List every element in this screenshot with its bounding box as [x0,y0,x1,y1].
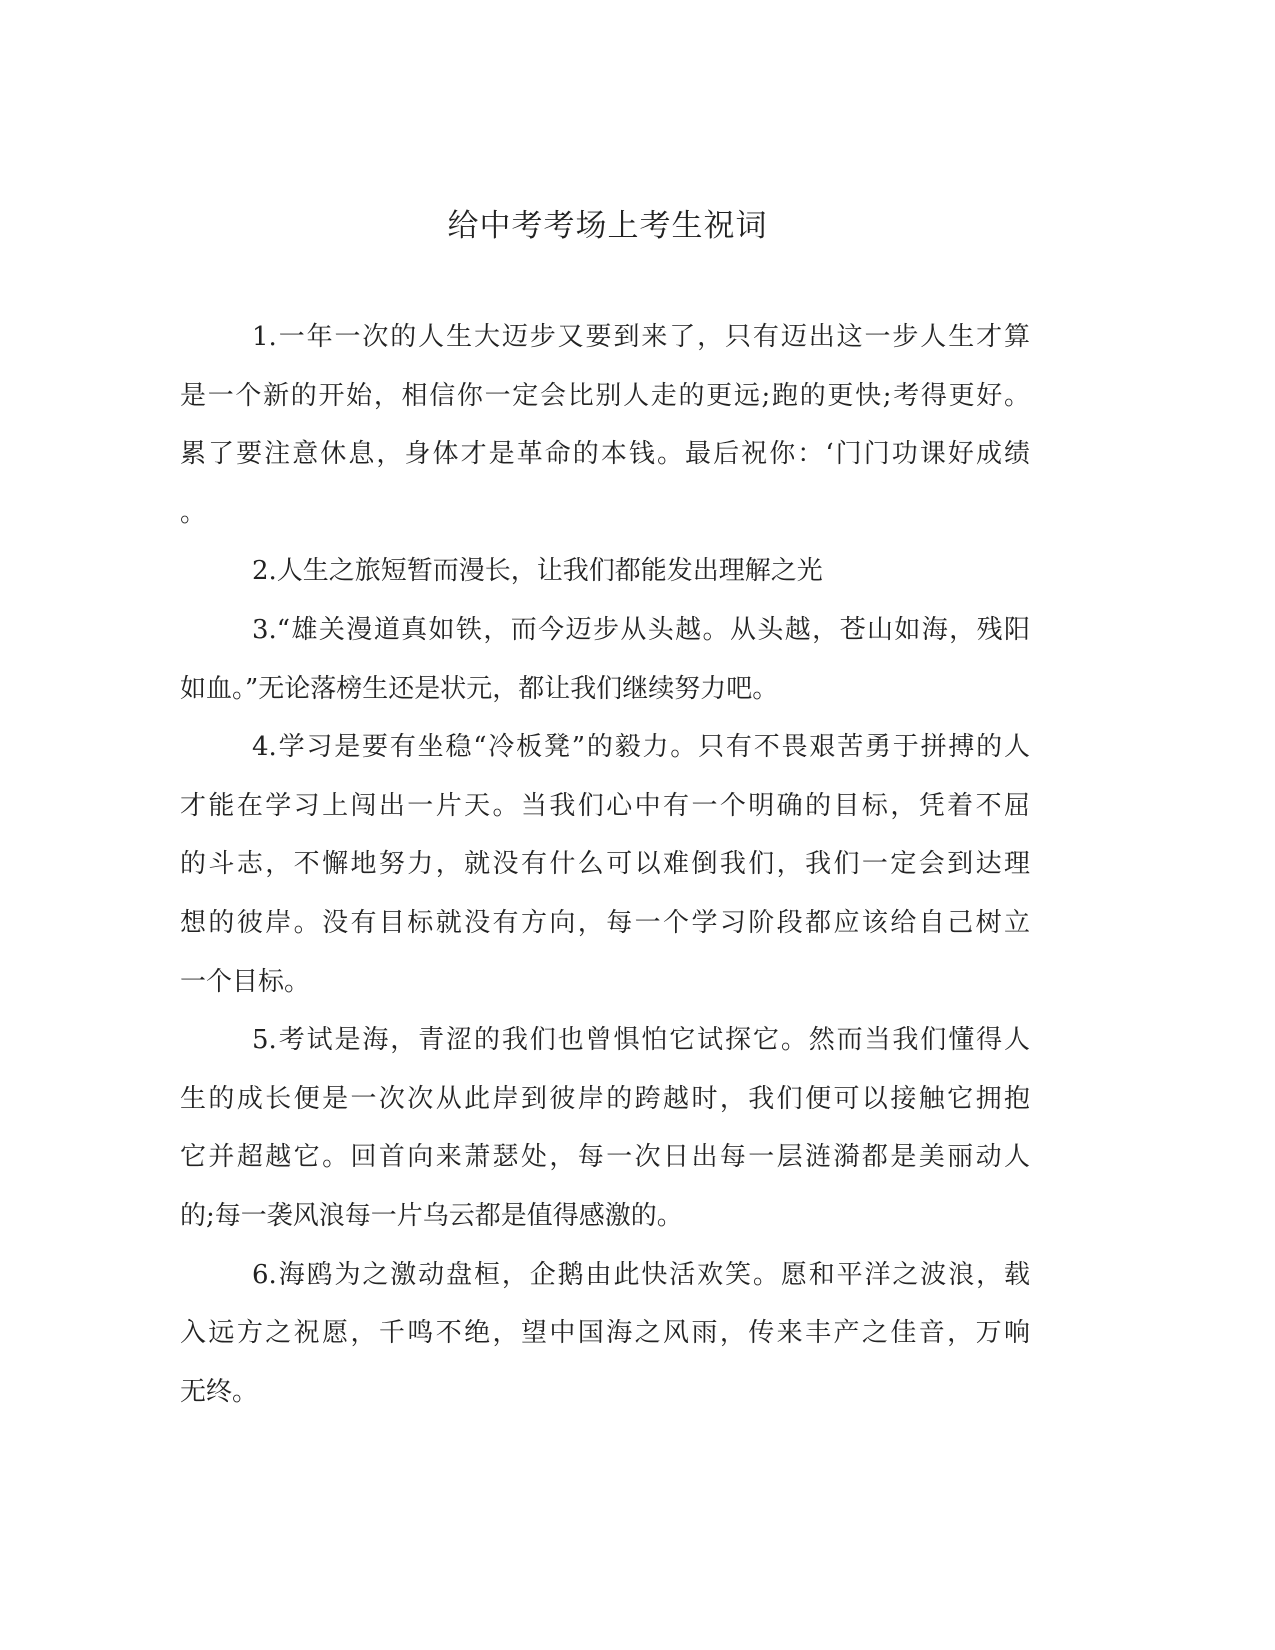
text-line: 才能在学习上闯出一片天。当我们心中有一个明确的目标，凭着不屈 [180,790,1030,821]
text-line: 5.考试是海，青涩的我们也曾惧怕它试探它。然而当我们懂得人 [252,1025,1030,1056]
text-line: 2.人生之旅短暂而漫长，让我们都能发出理解之光 [252,556,823,587]
text-line: 6.海鸥为之激动盘桓，企鹅由此快活欢笑。愿和平洋之波浪，载 [252,1259,1030,1290]
text-line: 的斗志，不懈地努力，就没有什么可以难倒我们，我们一定会到达理 [180,849,1030,880]
document-title: 给中考考场上考生祝词 [447,208,768,244]
text-line: 是一个新的开始，相信你一定会比别人走的更远;跑的更快;考得更好。 [180,380,1030,411]
text-line: 它并超越它。回首向来萧瑟处，每一次日出每一层涟漪都是美丽动人 [180,1142,1030,1173]
text-line: 如血。”无论落榜生还是状元，都让我们继续努力吧。 [180,673,779,704]
text-line: 一个目标。 [180,966,311,997]
text-line: 想的彼岸。没有目标就没有方向，每一个学习阶段都应该给自己树立 [180,907,1030,938]
document-body [180,316,1030,1429]
text-line: 生的成长便是一次次从此岸到彼岸的跨越时，我们便可以接触它拥抱 [180,1083,1030,1114]
text-line: 4.学习是要有坐稳“冷板凳”的毅力。只有不畏艰苦勇于拼搏的人 [252,732,1030,763]
text-line: 3.“雄关漫道真如铁，而今迈步从头越。从头越，苍山如海，残阳 [252,614,1030,645]
text-line: 无终。 [180,1376,259,1407]
text-line: 累了要注意休息，身体才是革命的本钱。最后祝你：‘门门功课好成绩 [180,439,1030,470]
text-line: 入远方之祝愿，千鸣不绝，望中国海之风雨，传来丰产之佳音，万响 [180,1318,1030,1349]
text-line: 1.一年一次的人生大迈步又要到来了，只有迈出这一步人生才算 [252,322,1030,352]
text-line: 。 [180,497,207,528]
text-line: 的;每一袭风浪每一片乌云都是值得感激的。 [180,1200,683,1231]
